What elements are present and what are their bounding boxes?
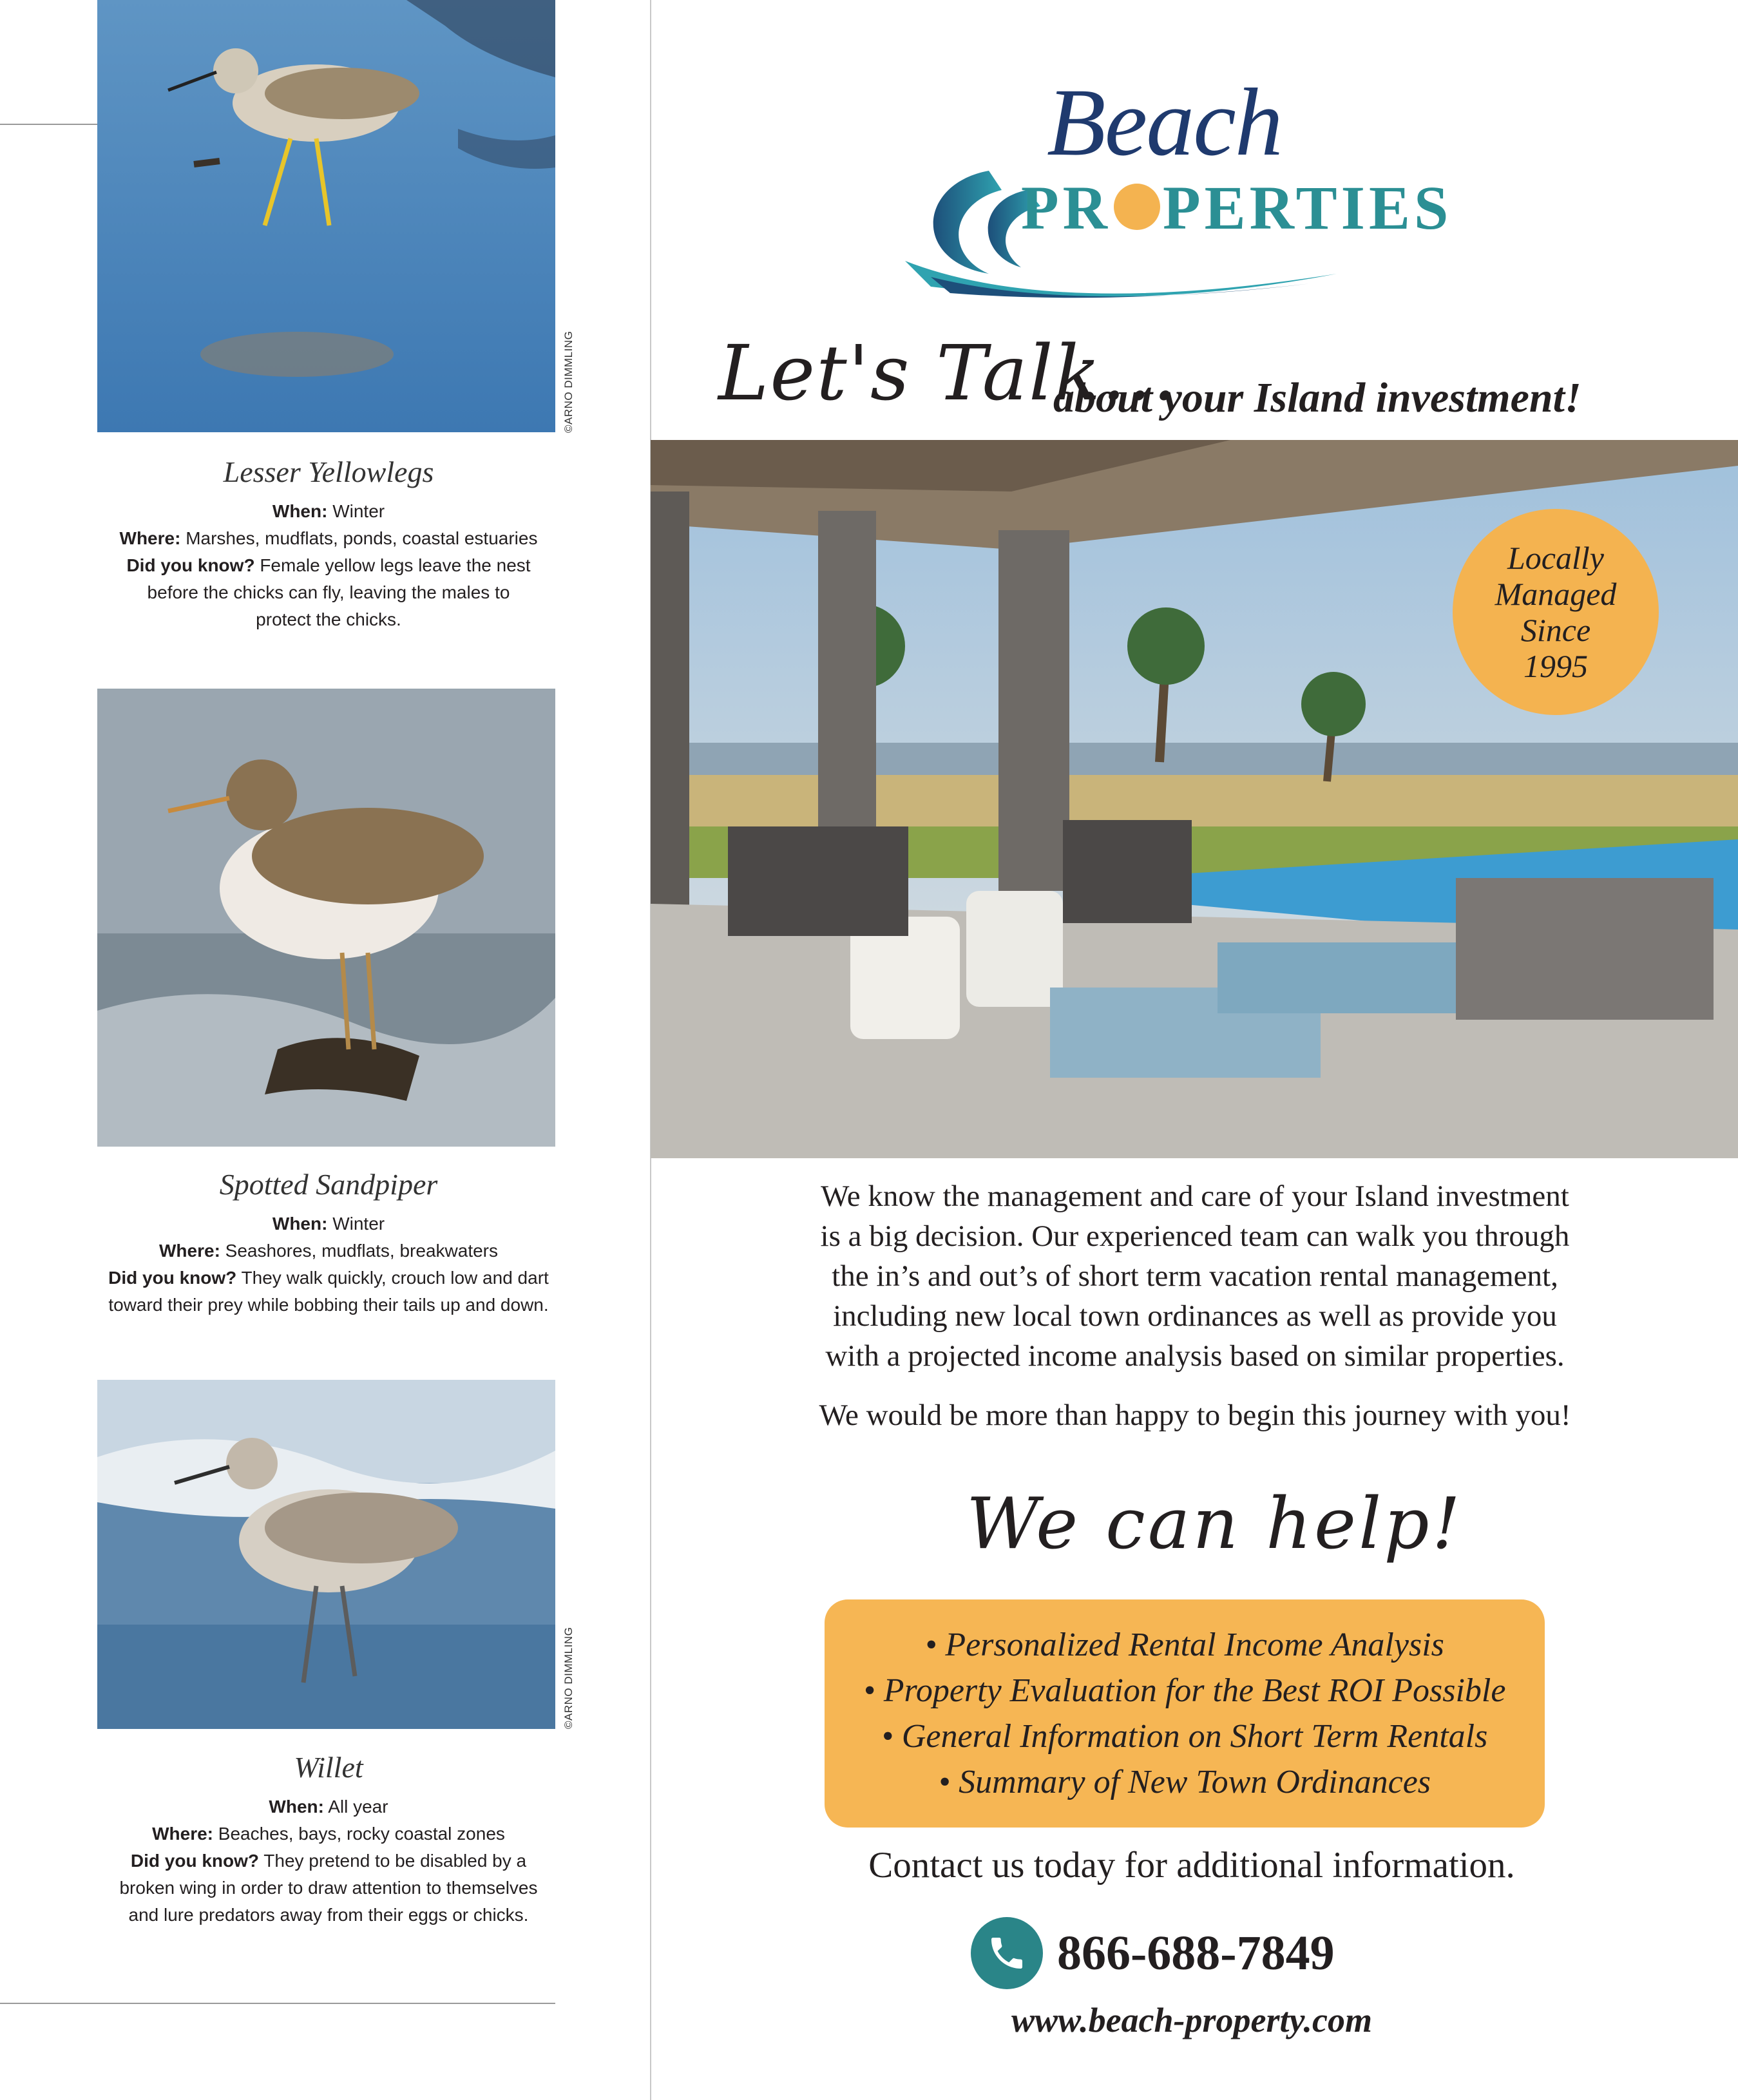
service-item: • Summary of New Town Ordinances <box>938 1764 1431 1800</box>
intro-closing: We would be more than happy to begin this journey with you! <box>819 1398 1571 1432</box>
bird-info-spotted-sandpiper <box>71 1167 586 1319</box>
contact-line: Contact us today for additional information. <box>868 1845 1515 1885</box>
bird-when: When: Winter <box>272 1214 385 1234</box>
bird-fact-cont: protect the chicks. <box>256 609 401 629</box>
headline <box>718 329 1685 438</box>
bird-name: Lesser Yellowlegs <box>223 455 434 488</box>
bird-where: Where: Seashores, mudflats, breakwaters <box>159 1241 498 1261</box>
intro-text <box>696 1176 1694 1455</box>
bird-fact-cont: broken wing in order to draw attention to themselves <box>119 1878 538 1898</box>
service-item: • Property Evaluation for the Best ROI Possible <box>863 1672 1506 1709</box>
logo-word-properties: PR PERTIES <box>1021 173 1453 242</box>
lesser-yellowlegs-photo <box>97 0 555 432</box>
bird-fact: Did you know? They pretend to be disabled by a <box>130 1851 527 1871</box>
badge-line: 1995 <box>1523 648 1588 684</box>
intro-paragraph: We know the management and care of your Island investment is a big decision. Our experienced team can walk you through the in’s and out’s of short term vacation rental management, including new local town ordinances as well as provide you with a projected income analysis based on similar properties. <box>820 1179 1570 1373</box>
bird-info-willet <box>71 1750 586 1929</box>
badge-line: Locally <box>1507 540 1604 576</box>
bird-where: Where: Beaches, bays, rocky coastal zones <box>152 1824 505 1844</box>
bottom-rule <box>0 2003 555 2004</box>
service-item: • Personalized Rental Income Analysis <box>925 1627 1444 1663</box>
spotted-sandpiper-photo <box>97 689 555 1147</box>
bird-fact: Did you know? Female yellow legs leave the nest <box>126 555 531 575</box>
we-can-help-title: We can help! <box>966 1482 1463 1565</box>
bird-when: When: All year <box>269 1797 388 1817</box>
bird-when: When: Winter <box>272 501 385 521</box>
willet-photo <box>97 1380 555 1729</box>
bird-fact-cont: and lure predators away from their eggs or chicks. <box>128 1905 529 1925</box>
badge-line: Managed <box>1494 576 1617 612</box>
phone-row[interactable] <box>971 1914 1335 1992</box>
phone-icon <box>971 1917 1043 1989</box>
badge-line: Since <box>1520 612 1591 648</box>
headline-script: Let's Talk... <box>718 329 1178 417</box>
bird-fact: Did you know? They walk quickly, crouch low and dart <box>108 1268 549 1288</box>
headline-tagline: about your Island investment! <box>1053 374 1581 421</box>
bird-info-lesser-yellowlegs <box>71 455 586 633</box>
service-item: • General Information on Short Term Rentals <box>881 1718 1488 1755</box>
locally-managed-badge <box>1453 509 1659 715</box>
bird-name: Willet <box>294 1751 363 1784</box>
phone-number[interactable]: 866-688-7849 <box>1057 1925 1335 1980</box>
bird-where: Where: Marshes, mudflats, ponds, coastal estuaries <box>119 528 538 548</box>
beach-properties-logo <box>892 69 1511 300</box>
website-link[interactable]: www.beach-property.com <box>1011 2001 1372 2039</box>
services-box <box>825 1599 1545 1828</box>
logo-word-beach: Beach <box>1047 69 1282 176</box>
photo-credit: ©ARNO DIMMLING <box>562 330 575 433</box>
top-rule <box>0 124 98 125</box>
bird-fact-cont: before the chicks can fly, leaving the males to <box>147 582 510 602</box>
bird-name: Spotted Sandpiper <box>219 1168 438 1201</box>
turtle-icon <box>1114 184 1160 230</box>
bird-fact-cont: toward their prey while bobbing their tails up and down. <box>108 1295 549 1315</box>
photo-credit: ©ARNO DIMMLING <box>562 1627 575 1729</box>
